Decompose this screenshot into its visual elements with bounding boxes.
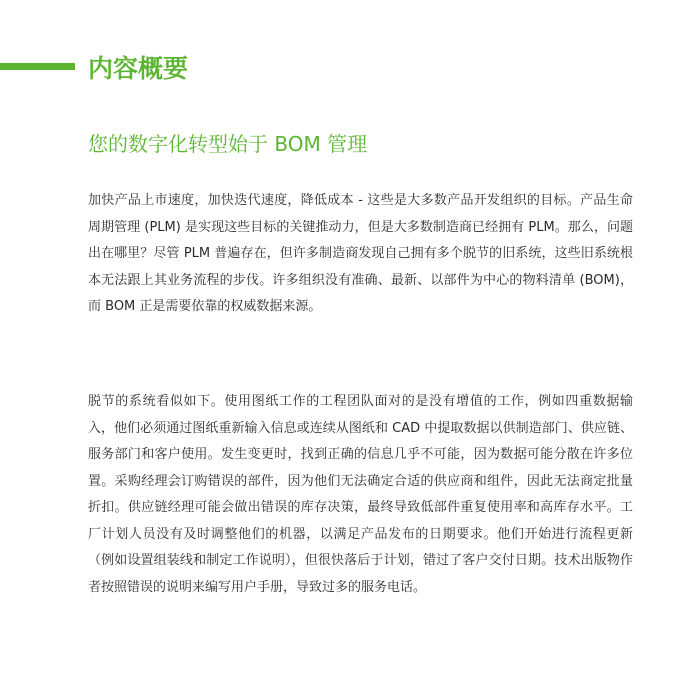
accent-bar bbox=[0, 63, 75, 70]
subtitle: 您的数字化转型始于 BOM 管理 bbox=[88, 132, 368, 156]
body-paragraph-disconnected-systems: 脱节的系统看似如下。使用图纸工作的工程团队面对的是没有增值的工作，例如四重数据输入，他们必须通过图纸重新输入信息或连续从图纸和 CAD 中提取数据以供制造部门、供应链、服务部门和客户使用。发生变更时，找到正确的信息几乎不可能，因为数据可能分散在许多位置。采购经理会订购错误的部件，因为他们无法确定合适的供应商和组件，因此无法商定批量折扣。供应链经理可能会做出错误的库存决策，最终导致低部件重复使用率和高库存水平。工厂计划人员没有及时调整他们的机器，以满足产品发布的日期要求。他们开始进行流程更新（例如设置组装线和制定工作说明），但很快落后于计划，错过了客户交付日期。技术出版物作者按照错误的说明来编写用户手册，导致过多的服务电话。 bbox=[88, 394, 633, 595]
body-paragraph-intro: 加快产品上市速度，加快迭代速度，降低成本 - 这些是大多数产品开发组织的目标。产品生命周期管理 (PLM) 是实现这些目标的关键推动力，但是大多数制造商已经拥有 PLM。那么，问题出在哪里？尽管 PLM 普遍存在，但许多制造商发现自己拥有多个脱节的旧系统，这些旧系统根本无法跟上其业务流程的步伐。许多组织没有准确、最新、以部件为中心的物料清单 (BOM)，而 BOM 正是需要依靠的权威数据来源。 bbox=[88, 193, 633, 314]
section-title: 内容概要 bbox=[88, 54, 189, 83]
